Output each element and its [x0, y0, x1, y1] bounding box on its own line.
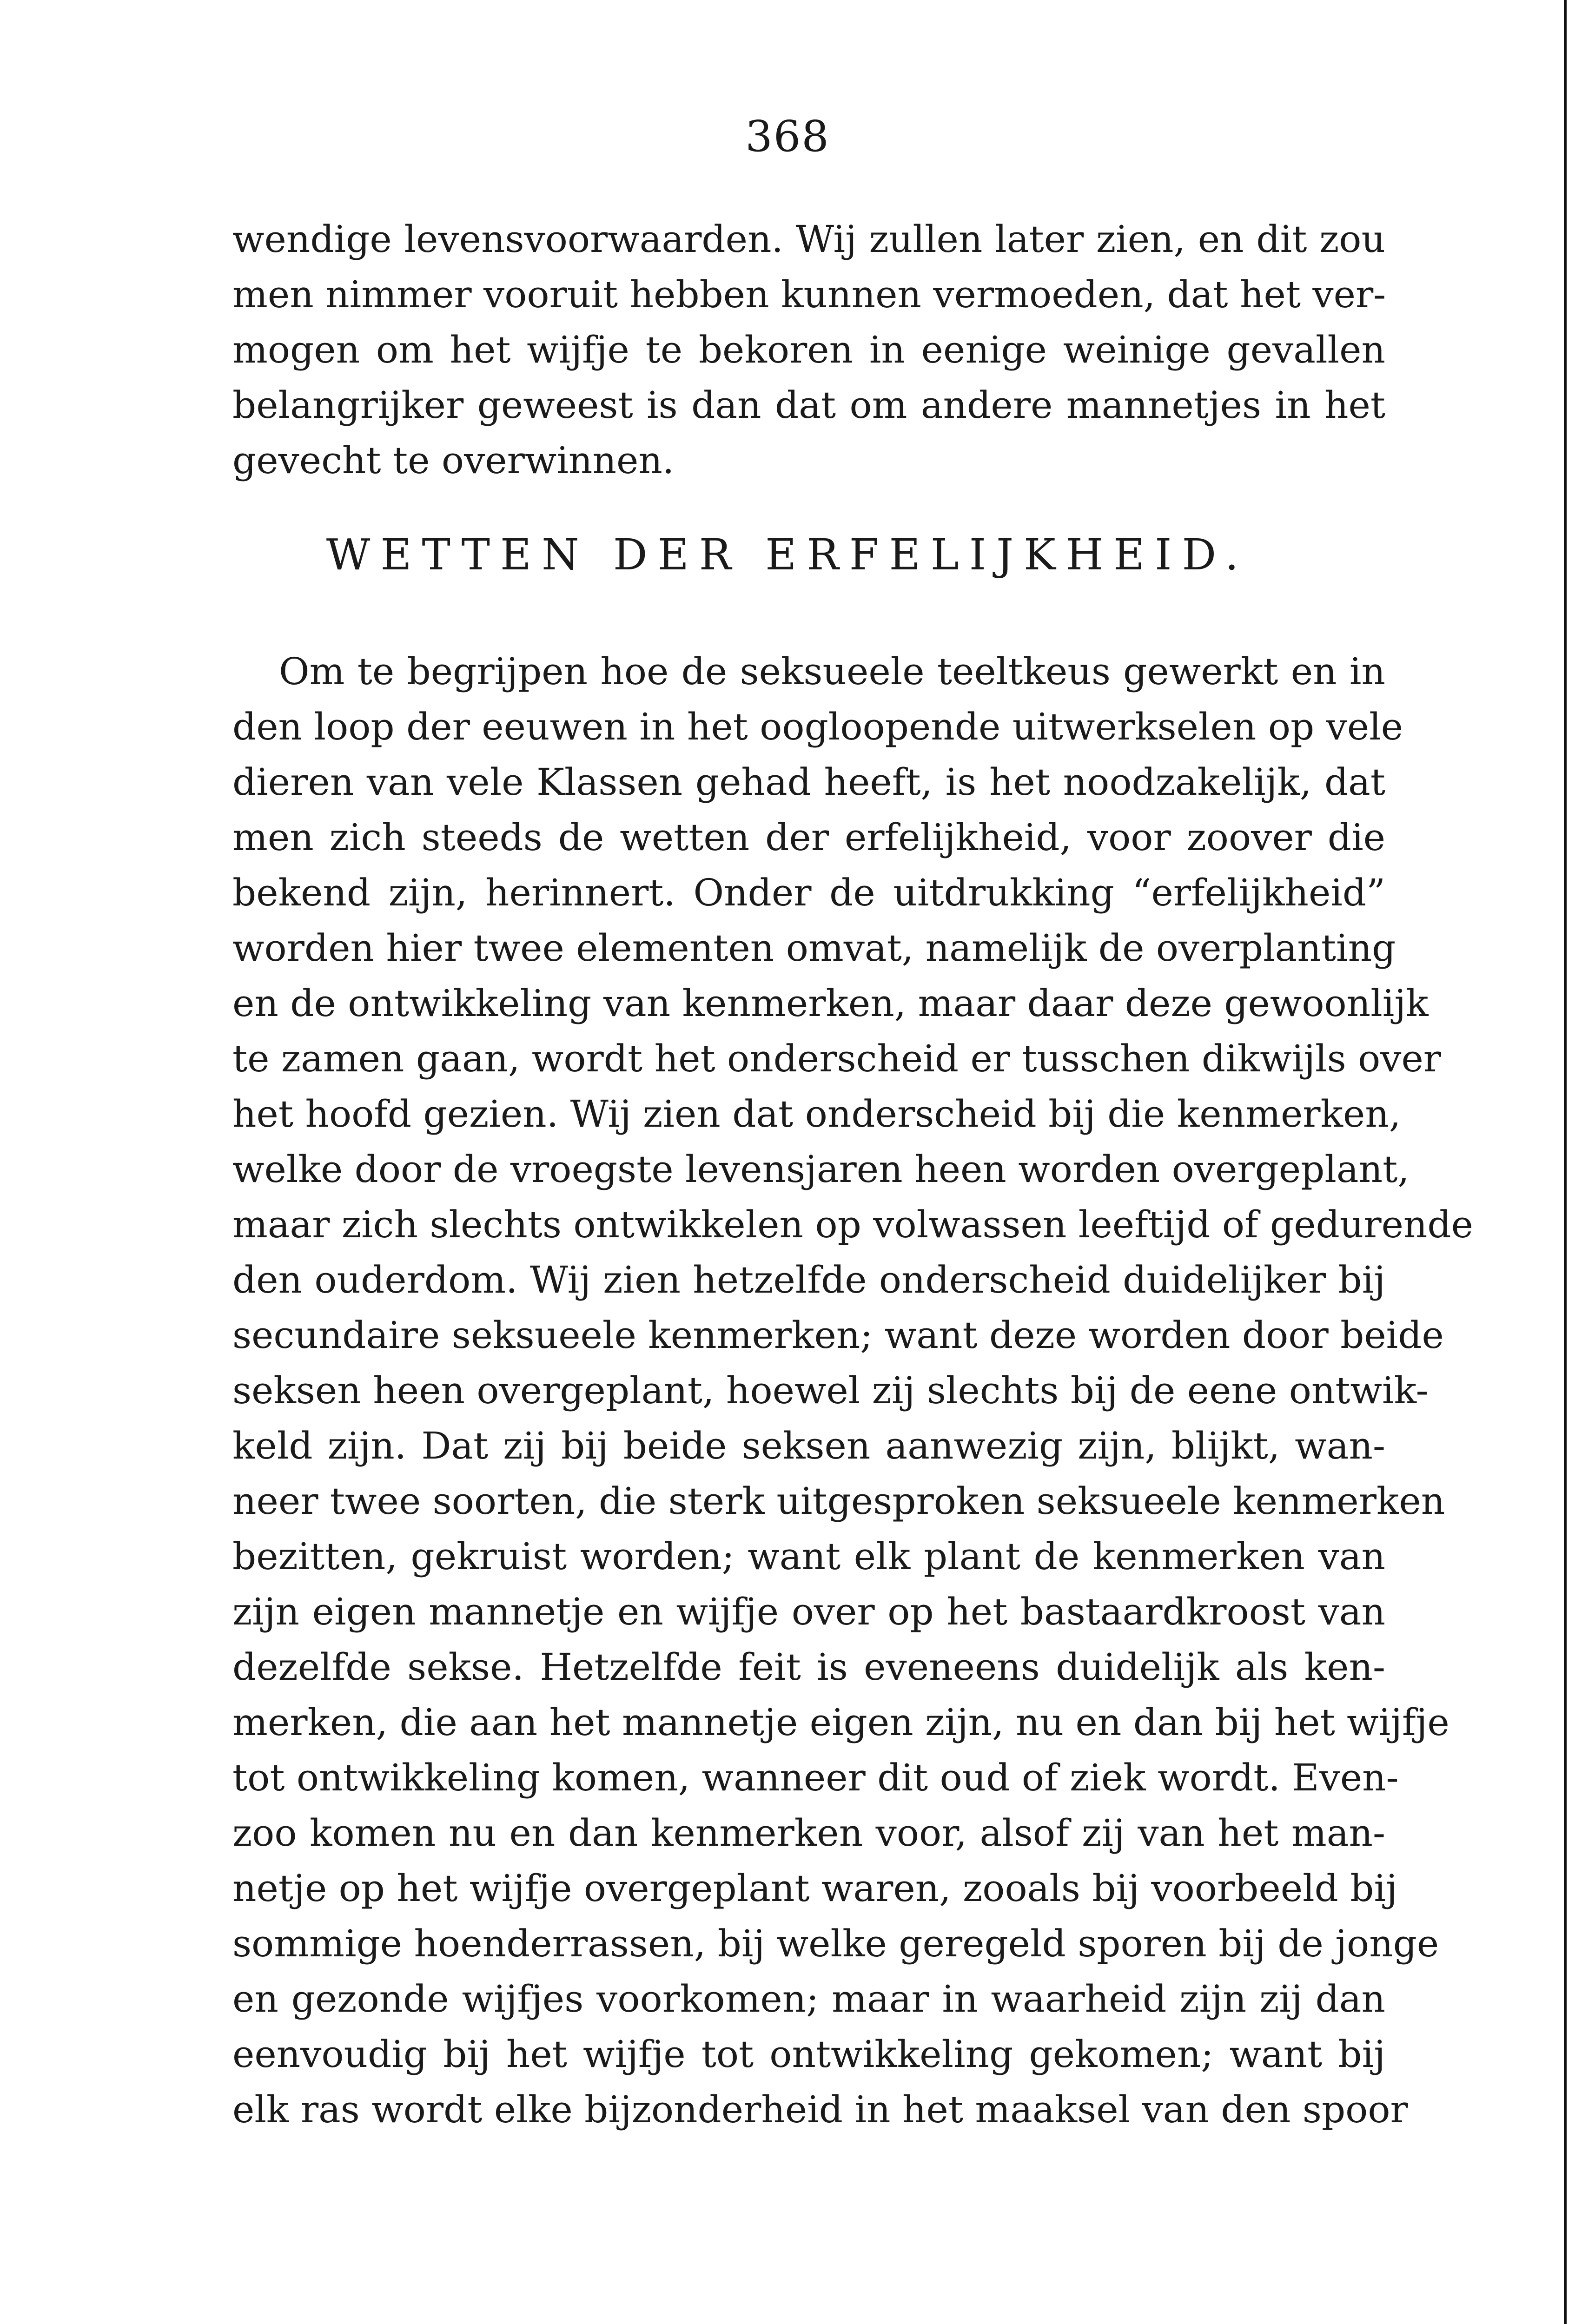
text-line: wendige levensvoorwaarden. Wij zullen later zien, en dit zou [232, 218, 1385, 261]
text-line: secundaire seksueele kenmerken; want deze worden door beide [232, 1314, 1444, 1357]
text-line: neer twee soorten, die sterk uitgesproken seksueele kenmerken [232, 1479, 1445, 1523]
body-paragraph [232, 644, 1473, 2137]
text-line: elk ras wordt elke bijzonderheid in het maaksel van den spoor [232, 2088, 1408, 2131]
text-line: merken, die aan het mannetje eigen zijn, nu en dan bij het wijfje [232, 1701, 1449, 1744]
text-line: keld zijn. Dat zij bij beide seksen aanwezig zijn, blijkt, wan- [232, 1424, 1385, 1467]
text-line: dezelfde sekse. Hetzelfde feit is eveneens duidelijk als ken- [232, 1645, 1385, 1689]
text-line: bekend zijn, herinnert. Onder de uitdrukking “erfelijkheid” [232, 871, 1385, 914]
continuation-paragraph [232, 211, 1385, 488]
text-line: welke door de vroegste levensjaren heen worden overgeplant, [232, 1148, 1410, 1191]
text-line: zoo komen nu en dan kenmerken voor, alsof zij van het man- [232, 1811, 1385, 1855]
page-edge-border [1564, 0, 1567, 2324]
section-heading: WETTEN DER ERFELIJKHEID. [326, 530, 1249, 580]
text-line: bezitten, gekruist worden; want elk plant de kenmerken van [232, 1535, 1385, 1578]
text-line: den ouderdom. Wij zien hetzelfde onderscheid duidelijker bij [232, 1258, 1385, 1301]
text-line: eenvoudig bij het wijfje tot ontwikkeling gekomen; want bij [232, 2033, 1385, 2076]
text-line: Om te begrijpen hoe de seksueele teeltkeus gewerkt en in [279, 650, 1385, 693]
text-line: gevecht te overwinnen. [232, 439, 675, 482]
text-line: men nimmer vooruit hebben kunnen vermoeden, dat het ver- [232, 273, 1386, 316]
text-line: netje op het wijfje overgeplant waren, zooals bij voorbeeld bij [232, 1867, 1397, 1910]
text-line: belangrijker geweest is dan dat om andere mannetjes in het [232, 383, 1385, 427]
page-number: 368 [745, 112, 830, 161]
text-line: het hoofd gezien. Wij zien dat onderscheid bij die kenmerken, [232, 1092, 1401, 1136]
text-line: tot ontwikkeling komen, wanneer dit oud of ziek wordt. Even- [232, 1756, 1399, 1799]
text-line: mogen om het wijfje te bekoren in eenige weinige gevallen [232, 328, 1385, 371]
text-line: men zich steeds de wetten der erfelijkheid, voor zoover die [232, 816, 1385, 859]
text-line: zijn eigen mannetje en wijfje over op het bastaardkroost van [232, 1590, 1385, 1633]
text-line: en de ontwikkeling van kenmerken, maar daar deze gewoonlijk [232, 982, 1429, 1025]
text-line: den loop der eeuwen in het oogloopende uitwerkselen op vele [232, 705, 1403, 748]
text-line: en gezonde wijfjes voorkomen; maar in waarheid zijn zij dan [232, 1977, 1385, 2020]
text-line: te zamen gaan, wordt het onderscheid er tusschen dikwijls over [232, 1037, 1442, 1080]
text-line: maar zich slechts ontwikkelen op volwassen leeftijd of gedurende [232, 1203, 1473, 1246]
text-line: dieren van vele Klassen gehad heeft, is het noodzakelijk, dat [232, 760, 1385, 804]
text-line: worden hier twee elementen omvat, namelijk de overplanting [232, 926, 1396, 970]
text-line: sommige hoenderrassen, bij welke geregeld sporen bij de jonge [232, 1922, 1439, 1965]
text-line: seksen heen overgeplant, hoewel zij slechts bij de eene ontwik- [232, 1369, 1429, 1412]
